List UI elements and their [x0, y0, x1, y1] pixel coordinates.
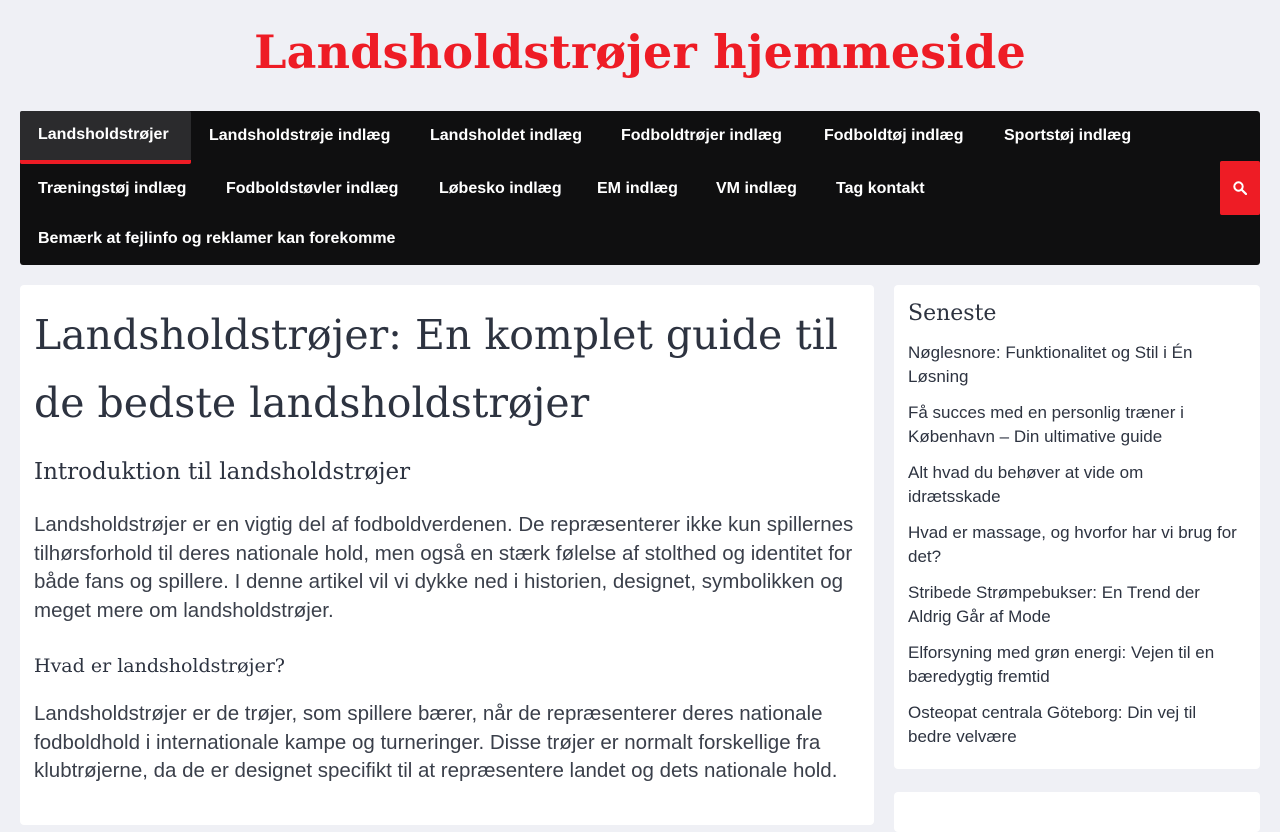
article-card	[20, 285, 874, 825]
sidebar-widget	[894, 792, 1260, 832]
recent-post-link[interactable]: Alt hvad du behøver at vide om idrætsskade	[908, 463, 1144, 506]
nav-item-tag-kontakt[interactable]: Tag kontakt	[836, 180, 925, 197]
recent-post-link[interactable]: Nøglesnore: Funktionalitet og Stil i Én Løsning	[908, 343, 1193, 386]
article-paragraph: Landsholdstrøjer er de trøjer, som spillere bærer, når de repræsenterer deres nationale fodboldhold i internationale kampe og turneringer. Disse trøjer er normalt forskellige fra klubtrøjerne, da de er designet specifikt til at repræsentere landet og dets nationale hold.	[34, 702, 838, 782]
nav-item-landsholdstrojer[interactable]: Landsholdstrøjer	[20, 111, 191, 164]
search-icon	[1233, 181, 1247, 195]
recent-post-link[interactable]: Elforsyning med grøn energi: Vejen til en bæredygtig fremtid	[908, 643, 1215, 686]
nav-item-bemaerk[interactable]: Bemærk at fejlinfo og reklamer kan forekomme	[38, 230, 396, 247]
recent-post-link[interactable]: Osteopat centrala Göteborg: Din vej til bedre velvære	[908, 703, 1197, 746]
nav-item-sportstoj-indlaeg[interactable]: Sportstøj indlæg	[1004, 127, 1132, 144]
nav-item-fodboldtoj-indlaeg[interactable]: Fodboldtøj indlæg	[824, 127, 964, 144]
site-title[interactable]: Landsholdstrøjer hjemmeside	[254, 25, 1026, 79]
section-heading-what-is: Hvad er landsholdstrøjer?	[34, 655, 285, 677]
recent-post-link[interactable]: Få succes med en personlig træner i København – Din ultimative guide	[908, 403, 1184, 446]
article-paragraph: Landsholdstrøjer er en vigtig del af fodboldverdenen. De repræsenterer ikke kun spillernes tilhørsforhold til deres nationale hold, men også en stærk følelse af stolthed og identitet for både fans og spillere. I denne artikel vil vi dykke ned i historien, designet, symbolikken og meget mere om landsholdstrøjer.	[34, 513, 854, 622]
main-navigation	[20, 111, 1260, 265]
recent-posts-list	[908, 341, 1238, 761]
search-button[interactable]	[1220, 161, 1260, 215]
nav-item-fodboldstovler-indlaeg[interactable]: Fodboldstøvler indlæg	[226, 180, 399, 197]
nav-item-em-indlaeg[interactable]: EM indlæg	[597, 180, 678, 197]
nav-item-traeningstoj-indlaeg[interactable]: Træningstøj indlæg	[38, 180, 187, 197]
nav-item-vm-indlaeg[interactable]: VM indlæg	[716, 180, 797, 197]
recent-post-link[interactable]: Stribede Strømpebukser: En Trend der Aldrig Går af Mode	[908, 583, 1200, 626]
nav-item-landsholdet-indlaeg[interactable]: Landsholdet indlæg	[430, 127, 582, 144]
nav-item-fodboldtrojer-indlaeg[interactable]: Fodboldtrøjer indlæg	[621, 127, 782, 144]
recent-post-link[interactable]: Hvad er massage, og hvorfor har vi brug for det?	[908, 523, 1237, 566]
recent-posts-widget	[894, 285, 1260, 769]
site-header	[0, 0, 1280, 111]
nav-item-lobesko-indlaeg[interactable]: Løbesko indlæg	[439, 180, 562, 197]
nav-item-landsholdstroje-indlaeg[interactable]: Landsholdstrøje indlæg	[209, 127, 391, 144]
section-heading-introduction: Introduktion til landsholdstrøjer	[34, 459, 411, 485]
article-title: Landsholdstrøjer: En komplet guide til de bedste landsholdstrøjer	[34, 311, 838, 427]
widget-title: Seneste	[908, 301, 997, 326]
